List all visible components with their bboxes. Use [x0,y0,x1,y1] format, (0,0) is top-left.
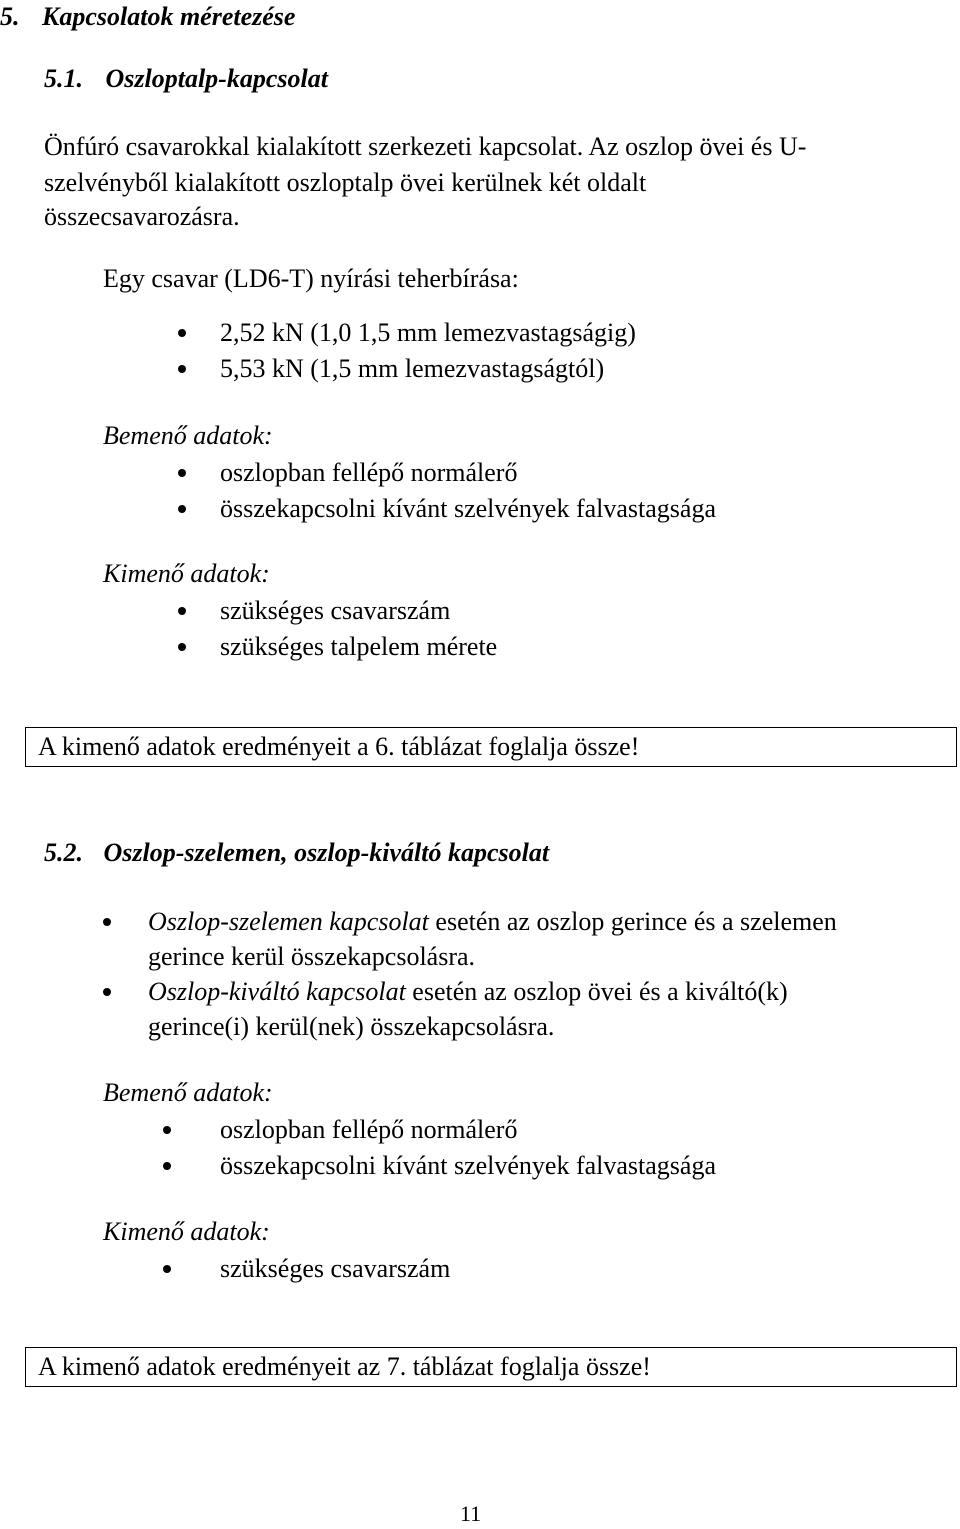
list-item: összekapcsolni kívánt szelvények falvastagsága [220,1151,716,1180]
subsection-heading [44,836,549,870]
subsection-number: 5.1. [44,64,83,93]
section-number: 5. [0,2,20,31]
outputs-label: Kimenő adatok: [103,1217,270,1246]
bullet-icon [178,607,186,615]
intro-line: Önfúró csavarokkal kialakított szerkezeti kapcsolat. Az oszlop övei és U- [44,132,807,161]
list-item: szükséges talpelem mérete [220,632,498,661]
summary-text: A kimenő adatok eredményeit a 6. táblázat foglalja össze! [38,732,640,762]
bullet-icon [163,1126,171,1134]
term-rest: esetén az oszlop gerince és a szelemen [428,907,837,936]
bullet-icon [178,469,186,477]
bullet-icon [163,1162,171,1170]
list-item: oszlopban fellépő normálerő [220,458,518,487]
section-title: Kapcsolatok méretezése [42,2,296,31]
shear-capacity-title: Egy csavar (LD6-T) nyírási teherbírása: [103,264,519,293]
bullet-icon [163,1265,171,1273]
list-item [148,905,837,939]
list-item: szükséges csavarszám [220,596,451,625]
page-number: 11 [460,1501,482,1526]
inputs-label: Bemenő adatok: [103,421,273,450]
bullet-icon [178,505,186,513]
list-item: összekapcsolni kívánt szelvények falvastagsága [220,494,716,523]
list-item [148,975,788,1009]
bullet-icon [103,918,111,926]
summary-text: A kimenő adatok eredményeit az 7. táblázat foglalja össze! [38,1352,651,1382]
outputs-label: Kimenő adatok: [103,559,270,588]
intro-line: szelvényből kialakított oszloptalp övei kerülnek két oldalt [44,168,647,197]
summary-box [25,727,957,767]
intro-line: összecsavarozásra. [44,202,240,231]
subsection-title: Oszlop-szelemen, oszlop-kiváltó kapcsolat [103,838,550,867]
section-heading [0,0,295,34]
term: Oszlop-szelemen kapcsolat [148,907,429,936]
list-item: 2,52 kN (1,0 1,5 mm lemezvastagságig) [220,318,636,347]
bullet-icon [103,988,111,996]
subsection-number: 5.2. [44,838,83,867]
list-item: szükséges csavarszám [220,1254,451,1283]
list-item: 5,53 kN (1,5 mm lemezvastagságtól) [220,354,605,383]
term: Oszlop-kiváltó kapcsolat [148,977,406,1006]
subsection-heading [44,62,328,96]
summary-box [25,1347,957,1387]
bullet-icon [178,329,186,337]
bullet-icon [178,643,186,651]
bullet-icon [178,365,186,373]
subsection-title: Oszloptalp-kapcsolat [105,64,328,93]
term-rest: esetén az oszlop övei és a kiváltó(k) [405,977,788,1006]
inputs-label: Bemenő adatok: [103,1078,273,1107]
list-item: oszlopban fellépő normálerő [220,1115,518,1144]
list-item-continuation: gerince(i) kerül(nek) összekapcsolásra. [148,1012,555,1041]
list-item-continuation: gerince kerül összekapcsolásra. [148,942,476,971]
